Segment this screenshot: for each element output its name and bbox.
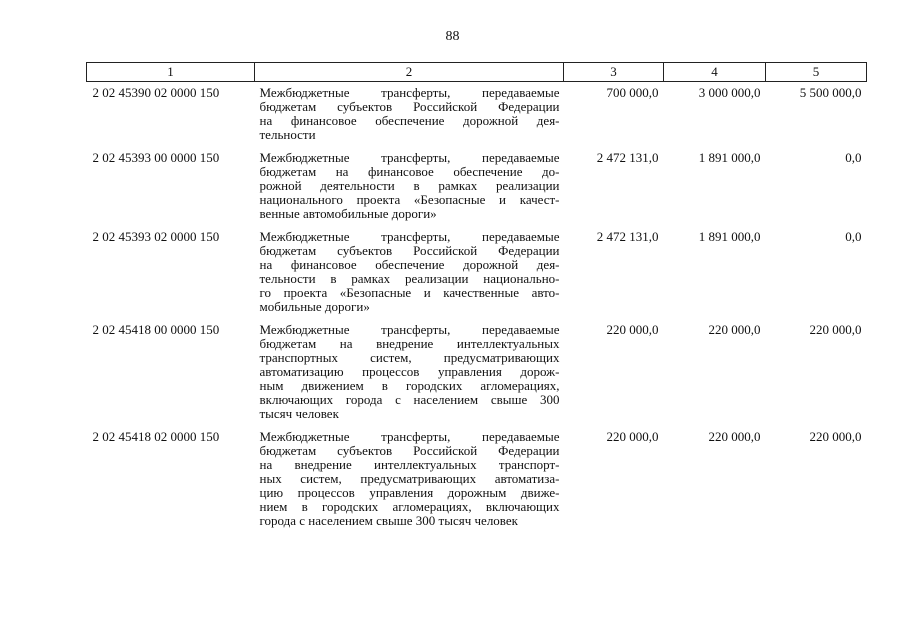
column-header-5: 5 <box>766 63 867 82</box>
description-line: Межбюджетные трансферты, передаваемые <box>259 150 560 165</box>
description-line: го проекта «Безопасные и качественные авто- <box>259 285 560 300</box>
header-row <box>87 63 867 82</box>
column-header-2: 2 <box>255 63 564 82</box>
amount-v3: 2 472 131,0 <box>596 150 659 165</box>
classification-code: 2 02 45390 02 0000 150 <box>92 85 220 100</box>
column-header-1: 1 <box>87 63 255 82</box>
amount-v5: 220 000,0 <box>809 322 862 337</box>
description-line: бюджетам на финансовое обеспечение до- <box>259 164 560 179</box>
description-line: бюджетам субъектов Российской Федерации <box>259 243 560 258</box>
description-line: бюджетам субъектов Российской Федерации <box>259 99 560 114</box>
classification-code: 2 02 45418 02 0000 150 <box>92 429 220 444</box>
description-line: национального проекта «Безопасные и качест- <box>259 192 560 207</box>
description-line: цию процессов управления дорожным движе- <box>259 485 560 500</box>
description-line: ных систем, предусматривающих автоматиза- <box>259 471 560 486</box>
income-description <box>255 319 564 426</box>
income-description <box>255 82 564 148</box>
amount-v3: 700 000,0 <box>606 85 659 100</box>
amount-v4: 3 000 000,0 <box>698 85 761 100</box>
description-line: Межбюджетные трансферты, передаваемые <box>259 229 560 244</box>
column-header-4: 4 <box>664 63 766 82</box>
table-header <box>87 63 867 82</box>
description-line: на внедрение интеллектуальных транспорт- <box>259 457 560 472</box>
table-row <box>87 226 867 319</box>
description-line: венные автомобильные дороги» <box>259 206 437 221</box>
description-line: бюджетам субъектов Российской Федерации <box>259 443 560 458</box>
description-line: тельности <box>259 127 316 142</box>
amount-v3: 220 000,0 <box>606 322 659 337</box>
amount-v5: 220 000,0 <box>809 429 862 444</box>
amount-v4: 220 000,0 <box>708 429 761 444</box>
table-row <box>87 82 867 148</box>
amount-v4: 1 891 000,0 <box>698 150 761 165</box>
amount-v5: 5 500 000,0 <box>799 85 862 100</box>
description-line: ным движением в городских агломерациях, <box>259 378 560 393</box>
description-line: транспортных систем, предусматривающих <box>259 350 560 365</box>
income-description <box>255 426 564 533</box>
description-line: бюджетам на внедрение интеллектуальных <box>259 336 560 351</box>
classification-code: 2 02 45393 00 0000 150 <box>92 150 220 165</box>
description-line: Межбюджетные трансферты, передаваемые <box>259 429 560 444</box>
table-body <box>87 82 867 534</box>
description-line: рожной деятельности в рамках реализации <box>259 178 560 193</box>
description-line: на финансовое обеспечение дорожной дея- <box>259 113 560 128</box>
table-row <box>87 319 867 426</box>
description-line: тельности в рамках реализации национально- <box>259 271 560 286</box>
description-line: города с населением свыше 300 тысяч человек <box>259 513 518 528</box>
income-description <box>255 226 564 319</box>
amount-v5: 0,0 <box>845 229 862 244</box>
amount-v3: 220 000,0 <box>606 429 659 444</box>
description-line: Межбюджетные трансферты, передаваемые <box>259 322 560 337</box>
classification-code: 2 02 45418 00 0000 150 <box>92 322 220 337</box>
amount-v5: 0,0 <box>845 150 862 165</box>
description-line: на финансовое обеспечение дорожной дея- <box>259 257 560 272</box>
table-row <box>87 147 867 226</box>
description-line: автоматизацию процессов управления дорож- <box>259 364 560 379</box>
amount-v4: 220 000,0 <box>708 322 761 337</box>
description-line: нием в городских агломерациях, включающих <box>259 499 560 514</box>
classification-code: 2 02 45393 02 0000 150 <box>92 229 220 244</box>
column-header-3: 3 <box>564 63 664 82</box>
description-line: Межбюджетные трансферты, передаваемые <box>259 85 560 100</box>
description-line: тысяч человек <box>259 406 339 421</box>
income-description <box>255 147 564 226</box>
amount-v3: 2 472 131,0 <box>596 229 659 244</box>
table-row <box>87 426 867 533</box>
description-line: включающих города с населением свыше 300 <box>259 392 560 407</box>
description-line: мобильные дороги» <box>259 299 370 314</box>
amount-v4: 1 891 000,0 <box>698 229 761 244</box>
page-number: 88 <box>445 29 460 44</box>
budget-table <box>86 62 867 533</box>
